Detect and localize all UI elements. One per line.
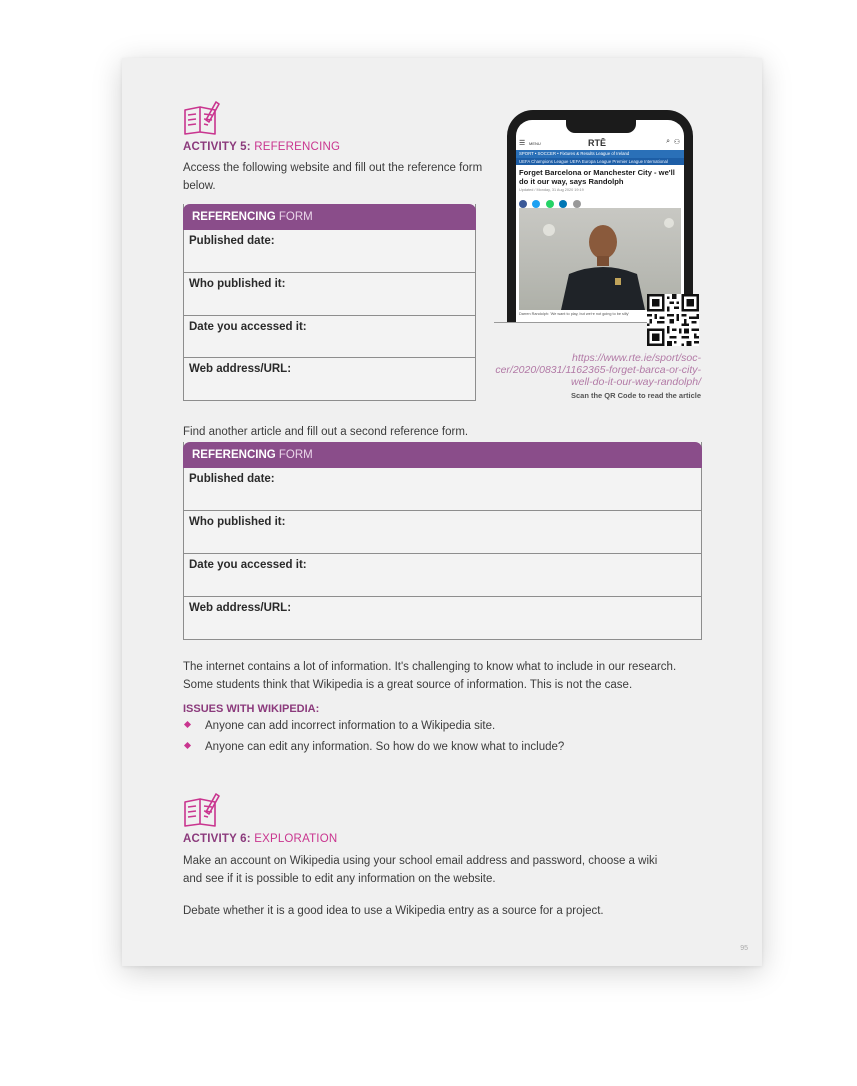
activity-6-instructions <box>183 852 723 888</box>
form-2-header: REFERENCING FORM <box>183 442 702 468</box>
activity-notebook-icon <box>182 98 220 136</box>
activity-6-line-2: and see if it is possible to edit any information on the website. <box>183 873 496 885</box>
bullet-icon <box>184 742 191 749</box>
scan-qr-caption: Scan the QR Code to read the article <box>570 391 701 400</box>
photo-caption: Darren Randolph: 'We want to play, but we're not going to be silly' <box>519 312 630 316</box>
article-url[interactable] <box>482 352 701 388</box>
form-2-who-published[interactable]: Who published it: <box>184 510 701 553</box>
phone-notch <box>566 120 636 133</box>
referencing-form-1 <box>183 204 476 401</box>
phone-navbar <box>516 136 684 150</box>
facebook-icon <box>519 200 527 208</box>
activity-6-debate: Debate whether it is a good idea to use a Wikipedia entry as a source for a project. <box>183 905 604 917</box>
issue-item-text: Anyone can add incorrect information to a Wikipedia site. <box>205 720 496 732</box>
activity-6-title: ACTIVITY 6: EXPLORATION <box>183 833 338 845</box>
hamburger-icon: ☰ <box>519 140 526 147</box>
linkedin-icon <box>559 200 567 208</box>
phone-menu-label: MENU <box>529 141 541 146</box>
twitter-icon <box>532 200 540 208</box>
form-2-published-date[interactable]: Published date: <box>189 473 275 485</box>
second-form-instructions: Find another article and fill out a second reference form. <box>183 426 469 438</box>
article-headline: Forget Barcelona or Manchester City - we'll do it our way, says Randolph <box>519 168 675 186</box>
user-icon: ⚇ <box>673 139 680 146</box>
email-icon <box>573 200 581 208</box>
rte-logo: RTĒ <box>588 138 606 148</box>
form-1-web-address[interactable]: Web address/URL: <box>184 357 475 399</box>
phone-subnav: SPORT • SOCCER • Fixtures & Results League of Ireland <box>516 150 684 158</box>
internet-paragraph-line-1: The internet contains a lot of information. It's challenging to know what to include in our research. <box>183 661 677 673</box>
form-1-who-published[interactable]: Who published it: <box>184 272 475 315</box>
qr-code[interactable] <box>647 294 699 346</box>
phone-mockup <box>507 110 693 322</box>
issue-item <box>183 720 495 732</box>
phone-screen <box>516 120 684 322</box>
form-2-date-accessed[interactable]: Date you accessed it: <box>184 553 701 596</box>
bullet-icon <box>184 721 191 728</box>
search-icon: ⌕ <box>666 138 670 145</box>
article-url-line-3: well-do-it-our-way-randolph/ <box>571 376 701 388</box>
activity-5-title: ACTIVITY 5: REFERENCING <box>183 141 341 153</box>
activity-5-instructions: Access the following website and fill out the reference form below. <box>183 162 483 192</box>
workbook-page <box>122 58 762 966</box>
issue-item <box>183 741 564 753</box>
article-url-line-2: cer/2020/0831/1162365-forget-barca-or-city- <box>495 364 701 376</box>
whatsapp-icon <box>546 200 554 208</box>
phone-base-line <box>494 322 647 323</box>
internet-paragraph-line-2: Some students think that Wikipedia is a great source of information. This is not the case. <box>183 679 633 691</box>
form-2-web-address[interactable]: Web address/URL: <box>184 596 701 638</box>
activity-6-line-1: Make an account on Wikipedia using your school email address and password, choose a wiki <box>183 855 658 867</box>
form-1-published-date[interactable]: Published date: <box>189 235 275 247</box>
phone-subnav-2: UEFA Champions League UEFA Europa League Premier League International <box>516 158 684 165</box>
form-1-header: REFERENCING FORM <box>183 204 476 230</box>
page-number: 95 <box>740 945 748 952</box>
form-1-date-accessed[interactable]: Date you accessed it: <box>184 315 475 357</box>
article-meta: Updated / Monday, 31 Aug 2020 19:19 <box>519 188 584 192</box>
activity-notebook-icon <box>182 790 220 828</box>
referencing-form-2 <box>183 442 702 640</box>
internet-paragraph <box>183 658 723 694</box>
issue-item-text: Anyone can edit any information. So how do we know what to include? <box>205 741 565 753</box>
issues-heading: ISSUES WITH WIKIPEDIA: <box>183 703 320 715</box>
article-url-line-1: https://www.rte.ie/sport/soc- <box>572 352 701 364</box>
